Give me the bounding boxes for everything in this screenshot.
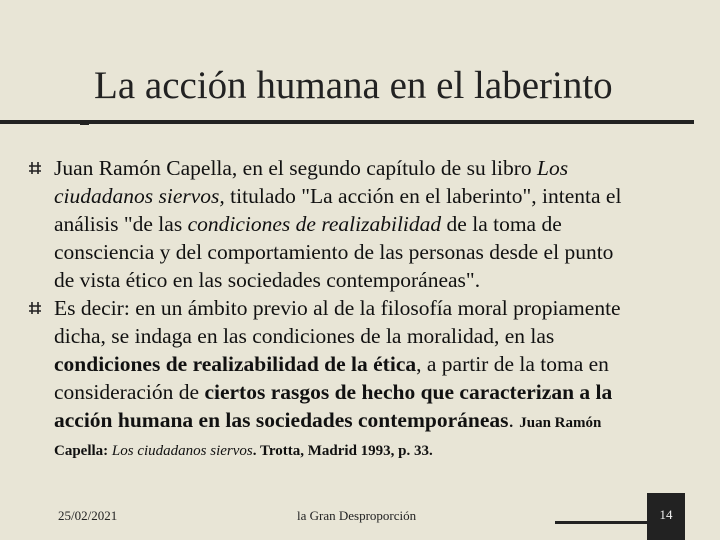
bullet-2-line-1: Es decir: en un ámbito previo al de la filosofía moral propiamente <box>54 296 621 320</box>
text-run: . <box>508 408 520 432</box>
citation-author: Capella: <box>54 443 112 459</box>
bullet-1-line-2 <box>54 182 698 210</box>
bold-phrase: condiciones de realizabilidad de la ética <box>54 352 417 376</box>
bullet-2-line-3 <box>54 350 698 378</box>
bullet-2-line-4 <box>54 378 698 406</box>
bullet-item-1 <box>28 154 698 294</box>
bullet-1-line-4: consciencia y del comportamiento de las personas desde el punto <box>54 240 614 264</box>
page-number-box <box>647 493 685 540</box>
title-underline-accent <box>80 123 89 125</box>
citation-line <box>54 437 698 465</box>
footer-rule <box>555 521 648 524</box>
italic-phrase: condiciones de realizabilidad <box>187 212 442 236</box>
bullet-1-line-1 <box>54 154 698 182</box>
hash-bullet-icon <box>28 301 42 315</box>
text-run: titulado "La acción en el laberinto", intenta el <box>224 184 622 208</box>
bold-phrase: acción humana en las sociedades contemporáneas <box>54 408 509 432</box>
text-run: Juan Ramón Capella, en el segundo capítulo de su libro <box>54 156 538 180</box>
page-number: 14 <box>659 507 673 522</box>
slide-title: La acción humana en el laberinto <box>94 64 613 107</box>
bullet-2-line-2: dicha, se indaga en las condiciones de la moralidad, en las <box>54 324 555 348</box>
book-title-italic: ciudadanos siervos, <box>54 184 225 208</box>
text-run: análisis "de las <box>54 212 188 236</box>
bullet-item-2 <box>28 294 698 465</box>
bullet-list <box>28 154 698 465</box>
text-run: de la toma de <box>441 212 562 236</box>
text-run: , a partir de la toma en <box>416 352 609 376</box>
citation-author: Juan Ramón <box>519 415 602 431</box>
bullet-2-line-5 <box>54 406 698 437</box>
bullet-1-line-3 <box>54 210 698 238</box>
text-run: consideración de <box>54 380 205 404</box>
bold-phrase: ciertos rasgos de hecho que caracterizan a la <box>204 380 613 404</box>
footer-date: 25/02/2021 <box>58 508 118 523</box>
book-title-italic: Los <box>537 156 569 180</box>
footer-title: la Gran Desproporción <box>297 508 417 523</box>
title-underline <box>0 120 694 124</box>
citation-book-title: Los ciudadanos siervos <box>111 443 253 459</box>
bullet-1-line-5: de vista ético en las sociedades contemporáneas". <box>54 268 481 292</box>
citation-publisher: . Trotta, Madrid 1993, p. 33. <box>252 443 433 459</box>
hash-bullet-icon <box>28 161 42 175</box>
